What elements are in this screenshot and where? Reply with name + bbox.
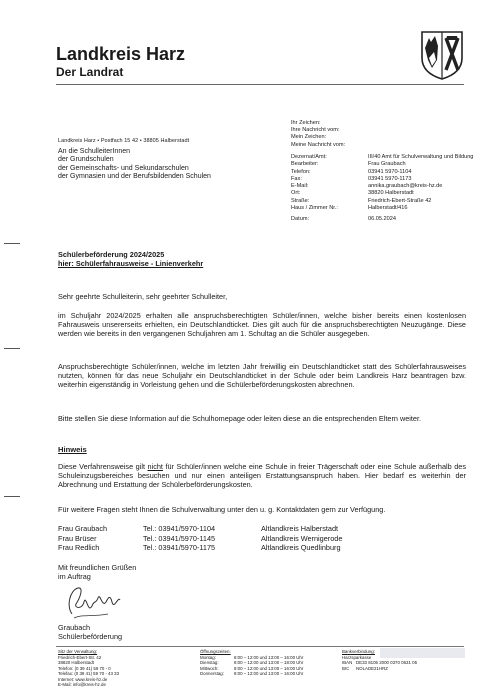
info-row: Bearbeiter: Frau Graubach — [291, 161, 406, 168]
handwritten-signature-icon — [62, 584, 132, 622]
contact-row: Frau Redlich Tel.: 03941/5970-1175 Altlandkreis Quedlinburg — [58, 543, 341, 553]
reference-line: Ihre Nachricht vom: — [291, 127, 340, 134]
recipient-line: der Grundschulen — [58, 156, 114, 164]
footer-bank: Bankverbindung: Harzsparkasse IBAN DE33 8105 2000 0370 0631 05 BIC NOLADE21HRZ — [342, 649, 418, 671]
hinweis-paragraph: Diese Verfahrensweise gilt nicht für Schüler/innen welche eine Schule in freier Trägerschaft oder eine Schule außerhalb des Schuleinzugsbereiches besuchen und nur einen anteiligen Erstattungsanspruch haben. Hier bedarf es weiterhin der Abrechnung und Erstattung der Schülerbeförderungskosten. — [58, 462, 466, 489]
info-row: Fax: 03941 5970-1173 — [291, 175, 412, 182]
page-subtitle: Der Landrat — [56, 65, 124, 79]
reference-line: Ihr Zeichen: — [291, 120, 321, 126]
signer: Graubach Schülerbeförderung — [58, 623, 123, 642]
reference-block — [291, 120, 345, 149]
subject-line: Schülerbeförderung 2024/2025 — [58, 250, 165, 259]
header-divider — [56, 84, 464, 85]
info-row: Ort: 38820 Halberstadt — [291, 190, 414, 197]
section-heading: Hinweis — [58, 445, 87, 454]
paragraph: Anspruchsberechtigte Schüler/innen, welche im letzten Jahr freiwillig ein Deutschlandticket statt des Schülerfahrausweises nutzten, können für das neue Schuljahr ein Deutschlandticket in der Schule oder beim Landkreis Harz beantragen bzw. weiterhin eigenständig in Vorleistung gehen und die Schülerbeförderungskosten abrechnen. — [58, 362, 466, 389]
letter-subject — [58, 250, 203, 268]
recipient-address — [58, 148, 211, 182]
contacts-list — [58, 524, 342, 553]
info-row: Telefon: 03941 5970-1104 — [291, 168, 412, 175]
punch-mark — [4, 348, 20, 349]
contact-row: Frau Graubach Tel.: 03941/5970-1104 Altlandkreis Halberstadt — [58, 524, 339, 533]
coat-of-arms-icon — [420, 30, 464, 80]
contact-info-block — [291, 154, 478, 224]
paragraph: Bitte stellen Sie diese Information auf die Schulhomepage oder leiten diese an die entsprechenden Eltern weiter. — [58, 414, 422, 423]
contact-row: Frau Brüser Tel.: 03941/5970-1145 Altlandkreis Wernigerode — [58, 533, 343, 543]
reference-line: Mein Zeichen: — [291, 134, 327, 141]
recipient-line: der Gemeinschafts- und Sekundarschulen — [58, 164, 189, 172]
subject-line: hier: Schülerfahrausweise - Linienverkehr — [58, 259, 204, 268]
fold-mark — [4, 243, 20, 244]
info-row: Straße: Friedrich-Ebert-Straße 42 — [291, 197, 432, 204]
info-row: E-Mail: annika.graubach@kreis-hz.de — [291, 183, 443, 190]
reference-line: Meine Nachricht vom: — [291, 141, 346, 148]
footer-hours: Öffnungszeiten: Montag: 8:00 – 12:00 und 13:00 – 16:00 Uhr Dienstag: 8:00 – 12:00 und 13:00 – 18:00 Uhr Mittwoch: 8:00 – 12:00 und 13:00 – 16:00 Uhr Donnerstag: 8:00 – 12:00 und 13:00 – 16:00 Uhr — [200, 649, 304, 676]
salutation: Sehr geehrte Schulleiterin, sehr geehrter Schulleiter, — [58, 292, 228, 301]
closing: Mit freundlichen Grüßen im Auftrag — [58, 563, 137, 582]
info-row: Haus / Zimmer Nr.: Halberstadt/416 — [291, 205, 408, 212]
footer-admin: Sitz der Verwaltung: Friedrich-Ebert-Str. 42 38820 Halberstadt Telefon: (0 39 41) 59 70 - 0 Telefax: (0 39 41) 59 70 - 43 33 Internet: www.kreis-hz.de E-Mail: info@kreis-hz.de — [58, 649, 120, 687]
emphasis: nicht — [147, 462, 163, 471]
recipient-line: der Gymnasien und der Berufsbildenden Schulen — [58, 173, 211, 181]
paragraph: Für weitere Fragen steht Ihnen die Schulverwaltung unter den u. g. Kontaktdaten gern zur Verfügung. — [58, 505, 386, 514]
info-row: Dezernat/Amt: III/40 Amt für Schulverwaltung und Bildung — [291, 154, 474, 160]
fold-mark — [4, 496, 20, 497]
sender-address-line: Landkreis Harz • Postfach 15 42 • 38805 Halberstadt — [58, 138, 190, 144]
recipient-line: An die SchulleiterInnen — [58, 148, 130, 155]
info-row-date: Datum: 06.05.2024 — [291, 216, 396, 223]
footer-divider — [56, 646, 464, 647]
paragraph: im Schuljahr 2024/2025 erhalten alle anspruchsberechtigten Schüler/innen, welche bisher bereits einen kostenlosen Fahrausweis unsererseits erhielten, ein Deutschlandticket. Dies gilt auch für die anspruchsberechtigten Neuzugänge. Diese werden wie bereits in den vergangenen Schuljahren am 1. Schultag an die Schüler ausgegeben. — [58, 311, 466, 338]
page-title: Landkreis Harz — [56, 44, 186, 64]
